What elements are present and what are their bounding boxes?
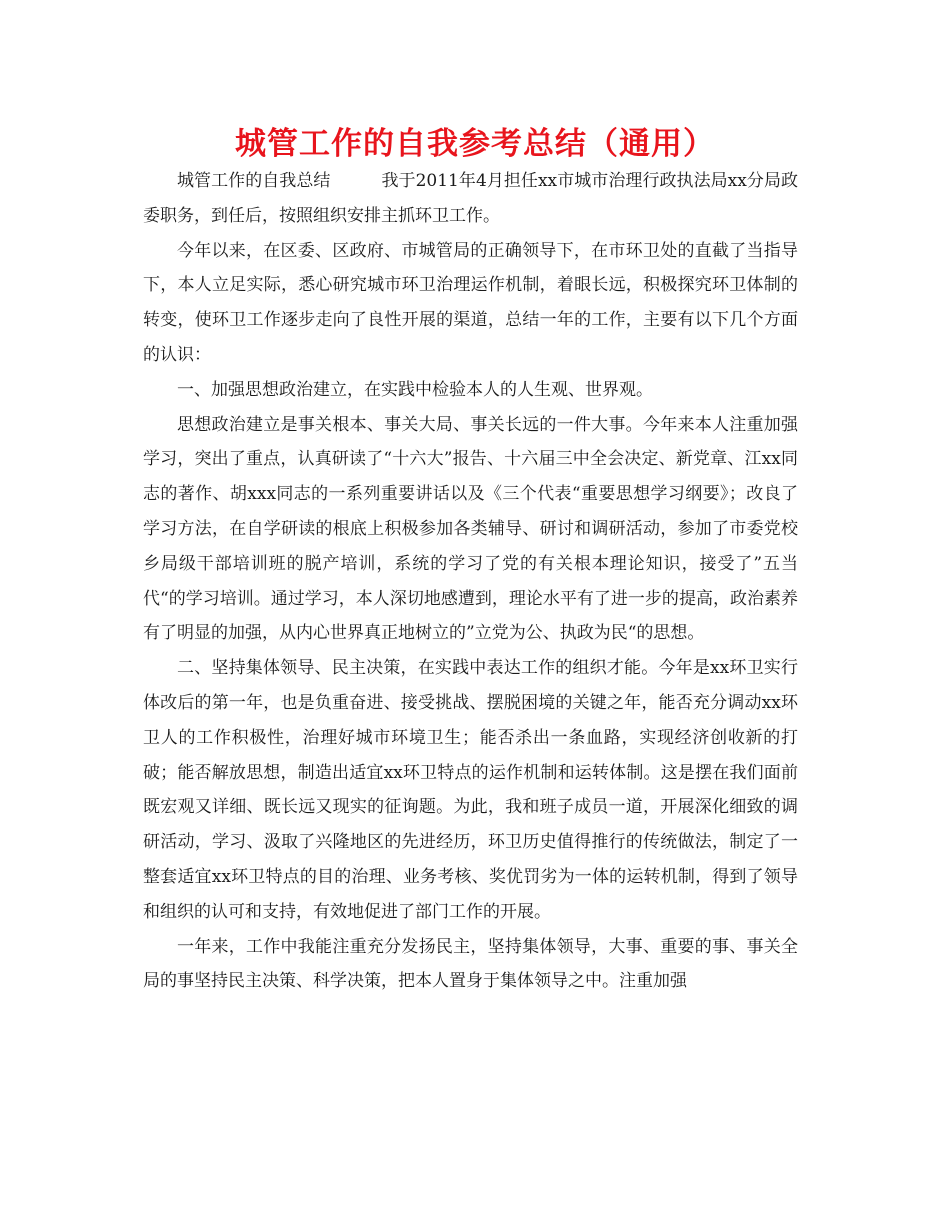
document-title: 城管工作的自我参考总结（通用） bbox=[235, 126, 715, 162]
paragraph-4: 思想政治建立是事关根本、事关大局、事关长远的一件大事。今年来本人注重加强学习，突出了重点，认真研读了“十六大”报告、十六届三中全会决定、新党章、江xx同志的著作、胡xxx同志的一系列重要讲话以及《三个代表“重要思想学习纲要》；改良了学习方法，在自学研读的根底上积极参加各类辅导、研讨和调研活动，参加了市委党校乡局级干部培训班的脱产培训，系统的学习了党的有关根本理论知识，接受了”五当代“的学习培训。通过学习，本人深切地感遭到，理论水平有了进一步的提高，政治素养有了明显的加强，从内心世界真正地树立的”立党为公、执政为民“的思想。 bbox=[143, 414, 798, 644]
paragraph-1-text: 我于2011年4月担任xx市城市治理行政执法局xx分局政委职务，到任后，按照组织安排主抓环卫工作。 bbox=[143, 171, 799, 226]
paragraph-5: 二、坚持集体领导、民主决策，在实践中表达工作的组织才能。今年是xx环卫实行体改后的第一年，也是负重奋进、接受挑战、摆脱困境的关键之年，能否充分调动xx环卫人的工作积极性，治理好城市环境卫生；能否杀出一条血路，实现经济创收新的打破；能否解放思想，制造出适宜xx环卫特点的运作机制和运转体制。这是摆在我们面前既宏观又详细、既长远又现实的征询题。为此，我和班子成员一道，开展深化细致的调研活动，学习、汲取了兴隆地区的先进经历，环卫历史值得推行的传统做法，制定了一整套适宜xx环卫特点的目的治理、业务考核、奖优罚劣为一体的运转机制，得到了领导和组织的认可和支持，有效地促进了部门工作的开展。 bbox=[143, 658, 798, 922]
paragraph-6: 一年来，工作中我能注重充分发扬民主，坚持集体领导，大事、重要的事、事关全局的事坚持民主决策、科学决策，把本人置身于集体领导之中。注重加强 bbox=[143, 936, 798, 992]
paragraph-3-heading: 一、加强思想政治建立，在实践中检验本人的人生观、世界观。 bbox=[177, 379, 653, 400]
document-body bbox=[143, 164, 798, 999]
intro-label: 城管工作的自我总结 bbox=[177, 171, 331, 191]
paragraph-2: 今年以来，在区委、区政府、市城管局的正确领导下，在市环卫处的直截了当指导下，本人立足实际，悉心研究城市环卫治理运作机制，着眼长远，积极探究环卫体制的转变，使环卫工作逐步走向了良性开展的渠道，总结一年的工作，主要有以下几个方面的认识： bbox=[143, 240, 798, 365]
paragraph-intro bbox=[143, 164, 798, 234]
